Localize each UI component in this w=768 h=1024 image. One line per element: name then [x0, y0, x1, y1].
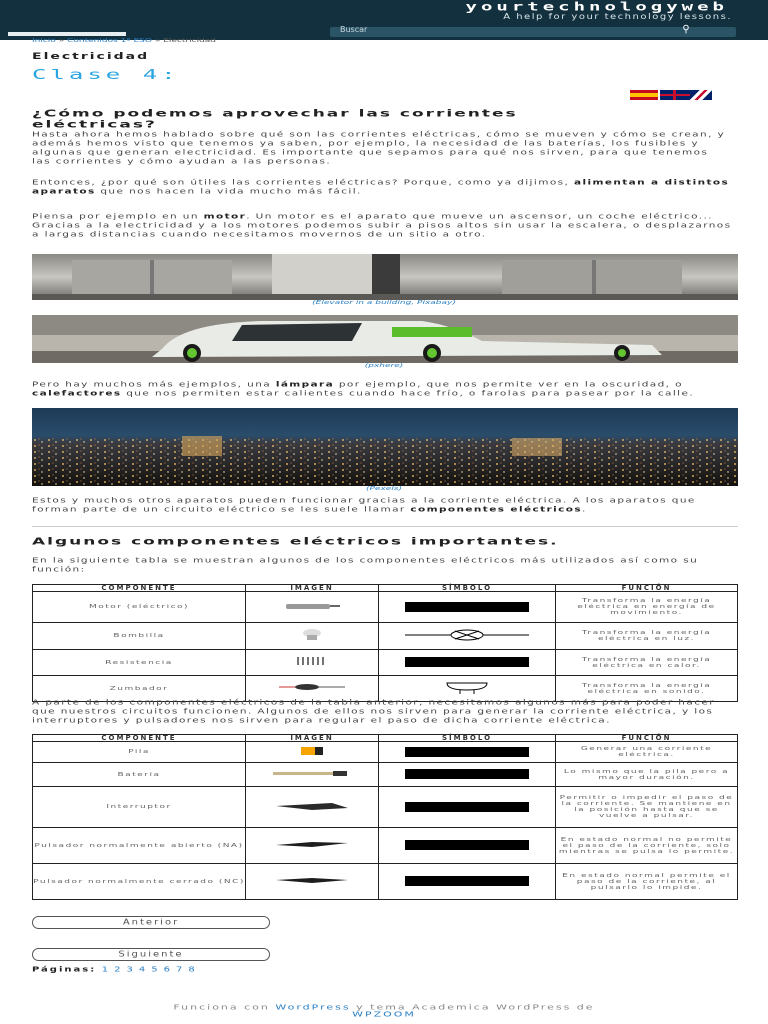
column-header: SÍMBOLO: [379, 585, 556, 592]
component-name: Pulsador normalmente abierto (NA): [33, 828, 246, 864]
component-name: Pulsador normalmente cerrado (NC): [33, 864, 246, 900]
city-night-image: [32, 408, 738, 486]
site-header: [0, 0, 768, 40]
page-link-7[interactable]: 7: [175, 966, 185, 974]
component-symbol: [379, 592, 556, 623]
column-header: FUNCIÓN: [556, 735, 738, 742]
component-function: En estado normal permite el paso de la corriente, al pulsarlo lo impide.: [556, 864, 738, 900]
buzzer-symbol-icon: [405, 680, 529, 694]
table-row: [33, 864, 738, 900]
paragraph: Pero hay muchos más ejemplos, una lámpara por ejemplo, que nos permite ver en la oscuridad, o calefactores que nos permiten estar calientes cuando hace frío, o farolas para pasear por la calle.: [32, 380, 695, 398]
page-link-2[interactable]: 2: [114, 966, 123, 974]
wordpress-link[interactable]: WordPress: [275, 1003, 351, 1012]
paragraph: Entonces, ¿por qué son útiles las corrientes eléctricas? Porque, como ya dijimos, alimentan a distintos aparatos que nos hacen la vida mucho más fácil.: [32, 178, 730, 196]
component-image: [246, 623, 379, 650]
component-symbol: [379, 623, 556, 650]
table-row: [33, 828, 738, 864]
component-image: [246, 650, 379, 676]
paragraph: En la siguiente tabla se muestran algunos de los componentes eléctricos más utilizados así como su función:: [32, 556, 699, 574]
language-switcher: [630, 90, 712, 100]
image-caption[interactable]: (pxhere): [364, 363, 404, 369]
push-button-nc-symbol-icon: [405, 876, 529, 886]
page-link-8[interactable]: 8: [188, 966, 197, 974]
switch-image: [272, 800, 352, 812]
table-header-row: [33, 735, 738, 742]
site-title[interactable]: yourtechnologyweb: [465, 0, 728, 14]
pages-label: Páginas:: [32, 966, 97, 974]
component-function: Transforma la energía eléctrica en calor.: [556, 650, 738, 676]
image-caption[interactable]: (Pexels): [365, 486, 403, 492]
switch-symbol-icon: [405, 802, 529, 812]
component-symbol: [379, 828, 556, 864]
table-row: [33, 650, 738, 676]
electric-car-image: [32, 315, 738, 363]
component-image: [246, 864, 379, 900]
breadcrumb-separator: »: [58, 38, 65, 44]
battery-cell-image: [297, 746, 327, 756]
component-name: Zumbador: [33, 676, 246, 702]
footer-text: Funciona con: [173, 1003, 276, 1012]
resistor-symbol-icon: [405, 657, 529, 667]
component-name: Resistencia: [33, 650, 246, 676]
buzzer-image: [277, 682, 347, 692]
spain-flag-icon[interactable]: [630, 90, 658, 100]
component-symbol: [379, 763, 556, 787]
component-function: Transforma la energía eléctrica en energía de movimiento.: [556, 592, 738, 623]
page-link-6[interactable]: 6: [163, 966, 172, 974]
battery-symbol-icon: [405, 769, 529, 779]
table-row: [33, 592, 738, 623]
component-function: Permitir o impedir el paso de la corriente. Se mantiene en la posición hasta que se vuelve a pulsar.: [556, 787, 738, 828]
battery-image: [267, 768, 357, 778]
column-header: FUNCIÓN: [556, 585, 738, 592]
motor-symbol-icon: [405, 602, 529, 612]
component-function: Generar una corriente eléctrica.: [556, 742, 738, 763]
divider: [32, 526, 738, 527]
page-link-4[interactable]: 4: [138, 966, 148, 974]
column-header: COMPONENTE: [33, 735, 246, 742]
class-title: Clase 4:: [32, 67, 180, 83]
uk-flag-icon[interactable]: [690, 90, 712, 100]
elevator-image: [32, 254, 738, 300]
breadcrumb-home[interactable]: Inicio: [32, 38, 56, 44]
components-table: [32, 584, 738, 702]
component-image: [246, 592, 379, 623]
component-image: [246, 742, 379, 763]
uk-flag-icon[interactable]: [660, 90, 690, 100]
breadcrumb-contents[interactable]: Contenidos 1º ESO: [67, 38, 152, 44]
resistor-image: [294, 655, 330, 667]
push-button-no-image: [272, 839, 352, 849]
paragraph: A parte de los componentes eléctricos de la tabla anterior, necesitamos algunos más para poder hacer que nuestros circuitos funcionen. Algunos de ellos nos sirven para generar la corriente eléctrica, y los interruptores y pulsadores nos sirven para regular el paso de dicha corriente eléctrica.: [32, 698, 715, 725]
push-button-nc-image: [272, 875, 352, 885]
bulb-symbol-icon: [405, 629, 529, 641]
component-name: Motor (eléctrico): [33, 592, 246, 623]
component-symbol: [379, 864, 556, 900]
page-link-5[interactable]: 5: [151, 966, 160, 974]
search-input[interactable]: Buscar: [340, 25, 368, 34]
page-link-1[interactable]: 1: [101, 966, 111, 974]
pagination: [32, 966, 201, 974]
breadcrumb-separator: »: [154, 38, 161, 44]
push-button-no-symbol-icon: [405, 840, 529, 850]
site-footer: [0, 1004, 768, 1018]
component-symbol: [379, 787, 556, 828]
breadcrumb-current: Electricidad: [163, 38, 217, 44]
paragraph: Hasta ahora hemos hablado sobre qué son las corrientes eléctricas, cómo se mueven y cómo se crean, y además hemos visto que tenemos ya saben, por ejemplo, la necesidad de las baterías, los fusibles y algunas que generan electricidad. Es importante que sepamos para qué nos sirven, para que tenemos las corrientes y cómo ayudan a las personas.: [32, 130, 726, 166]
cell-symbol-icon: [405, 747, 529, 757]
column-header: COMPONENTE: [33, 585, 246, 592]
next-button[interactable]: Siguiente: [32, 948, 270, 961]
search-icon[interactable]: ⚲: [682, 24, 690, 35]
component-image: [246, 763, 379, 787]
component-symbol: [379, 650, 556, 676]
component-name: Interruptor: [33, 787, 246, 828]
component-function: Transforma la energía eléctrica en luz.: [556, 623, 738, 650]
table-header-row: [33, 585, 738, 592]
section-heading: ¿Cómo podemos aprovechar las corrientes eléctricas?: [32, 108, 518, 130]
previous-button[interactable]: Anterior: [32, 916, 270, 929]
component-function: Lo mismo que la pila pero a mayor duración.: [556, 763, 738, 787]
paragraph: Piensa por ejemplo en un motor. Un motor es el aparato que mueve un ascensor, un coche eléctrico... Gracias a la electricidad y a los motores podemos subir a pisos altos sin usar la escalera, o desplazarnos a largas distancias cuando necesitamos movernos de un sitio a otro.: [32, 212, 732, 239]
component-image: [246, 828, 379, 864]
component-symbol: [379, 742, 556, 763]
site-logo[interactable]: [8, 2, 128, 32]
table-row: [33, 763, 738, 787]
component-function: Transforma la energía eléctrica en sonido.: [556, 676, 738, 702]
component-name: Bombilla: [33, 623, 246, 650]
image-caption[interactable]: (Elevator in a building, Pixabay): [312, 300, 456, 306]
component-name: Pila: [33, 742, 246, 763]
bulb-image: [297, 629, 327, 641]
footer-text: y tema Academica WordPress de: [350, 1003, 595, 1012]
section-heading: Algunos componentes eléctricos importantes.: [32, 536, 559, 547]
wpzoom-link[interactable]: WPZOOM: [352, 1010, 416, 1019]
page-link-3[interactable]: 3: [126, 966, 135, 974]
page-title: Electricidad: [32, 52, 150, 62]
components-table-2: [32, 734, 738, 900]
table-row: [33, 787, 738, 828]
component-function: En estado normal no permite el paso de la corriente, solo mientras se pulsa lo permite.: [556, 828, 738, 864]
component-image: [246, 787, 379, 828]
column-header: SÍMBOLO: [379, 735, 556, 742]
paragraph: Estos y muchos otros aparatos pueden funcionar gracias a la corriente eléctrica. A los aparatos que forman parte de un circuito eléctrico se les suele llamar componentes eléctricos.: [32, 496, 696, 514]
breadcrumb: [32, 38, 216, 44]
component-name: Batería: [33, 763, 246, 787]
column-header: IMAGEN: [246, 735, 379, 742]
motor-image: [282, 601, 342, 611]
table-row: [33, 742, 738, 763]
site-tagline: A help for your technology lessons.: [503, 13, 732, 22]
table-row: [33, 623, 738, 650]
search-box[interactable]: [330, 24, 736, 37]
column-header: IMAGEN: [246, 585, 379, 592]
